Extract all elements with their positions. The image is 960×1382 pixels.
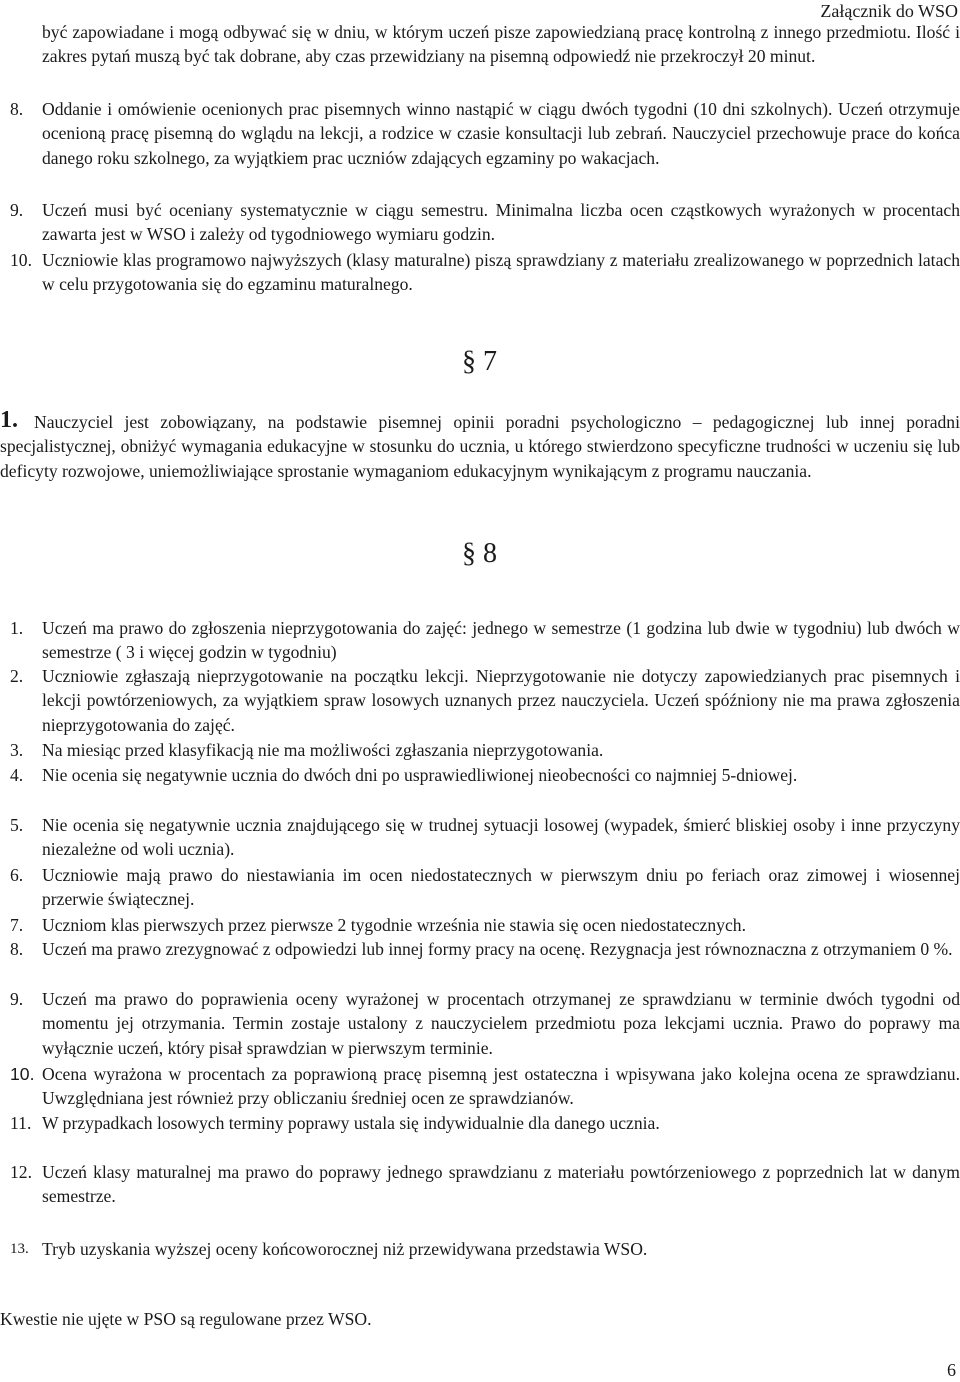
item-number: 6. — [10, 865, 24, 885]
continuation-paragraph: być zapowiadane i mogą odbywać się w dniu, w którym uczeń pisze zapowiedzianą pracę kontrolną z innego przedmiotu. Ilość i zakres pytań muszą być tak dobrane, aby czas przewidziany na pisemną odpowiedź nie przekroczył 20 minut. — [42, 22, 960, 67]
attachment-header: Załącznik do WSO — [820, 1, 958, 21]
list-item — [10, 863, 960, 912]
item-text: Nie ocenia się negatywnie ucznia znajdującego się w trudnej sytuacji losowej (wypadek, śmierć bliskiej osoby i inne przyczyny niezależne od woli ucznia). — [42, 815, 960, 860]
list-item — [10, 738, 960, 762]
section-heading-8: § 8 — [462, 538, 497, 569]
item-text: Nie ocenia się negatywnie ucznia do dwóch dni po usprawiedliwionej nieobecności co najmniej 5-dniowej. — [42, 765, 798, 785]
item-text: Uczniom klas pierwszych przez pierwsze 2 tygodnie września nie stawia się ocen niedostatecznych. — [42, 915, 746, 935]
list-item — [0, 407, 960, 483]
item-text: Oddanie i omówienie ocenionych prac pisemnych winno nastąpić w ciągu dwóch tygodni (10 dni szkolnych). Uczeń otrzymuje ocenioną pracę pisemną do wglądu na lekcji, a rodzice w czasie konsultacji lub zebrań. Nauczyciel przechowuje prace do końca danego roku szkolnego, za wyjątkiem prac uczniów zdających egzaminy po wakacjach. — [42, 99, 960, 168]
item-number: 1. — [10, 618, 24, 638]
item-number: 11. — [10, 1113, 32, 1133]
item-number: 2. — [10, 666, 24, 686]
item-number: 10. — [10, 250, 32, 270]
list-item — [10, 1111, 960, 1135]
list-item — [10, 1237, 960, 1261]
item-text: Uczniowie klas programowo najwyższych (klasy maturalne) piszą sprawdziany z materiału zrealizowanego w poprzednich latach w celu przygotowania się do egzaminu maturalnego. — [42, 250, 960, 295]
item-text: Uczniowie mają prawo do niestawiania im ocen niedostatecznych w pierwszym dniu po feriach oraz zimowej i wiosennej przerwie świątecznej. — [42, 865, 960, 910]
list-item — [10, 987, 960, 1060]
list-item — [10, 763, 960, 787]
list-item — [10, 1062, 960, 1111]
list-item — [10, 937, 960, 961]
item-number: 9. — [10, 200, 24, 220]
item-number: 8. — [10, 99, 24, 119]
item-text: W przypadkach losowych terminy poprawy ustala się indywidualnie dla danego ucznia. — [42, 1113, 660, 1133]
section-heading-7: § 7 — [462, 346, 497, 377]
item-text: Uczeń ma prawo do zgłoszenia nieprzygotowania do zajęć: jednego w semestrze (1 godzina lub dwie w tygodniu) lub dwóch w semestrze ( 3 i więcej godzin w tygodniu) — [42, 618, 960, 663]
list-item — [10, 664, 960, 737]
item-number: 10. — [10, 1064, 35, 1084]
item-number: 4. — [10, 765, 24, 785]
list-item — [10, 813, 960, 862]
page-number: 6 — [947, 1360, 956, 1380]
item-text: Uczniowie zgłaszają nieprzygotowanie na początku lekcji. Nieprzygotowanie nie dotyczy zapowiedzianych prac pisemnych i lekcji powtórzeniowych, za wyjątkiem spraw losowych uznanych przez nauczyciela. Uczeń spóźniony nie ma prawa zgłoszenia nieprzygotowania do zajęć. — [42, 666, 960, 735]
list-item — [10, 616, 960, 665]
item-text: Nauczyciel jest zobowiązany, na podstawie pisemnej opinii poradni psychologiczno – pedagogicznej lub innej poradni specjalistycznej, obniżyć wymagania edukacyjne w stosunku do ucznia, u którego stwierdzono specyficzne trudności w uczeniu się lub deficyty rozwojowe, uniemożliwiające sprostanie wymaganiom edukacyjnym wynikającym z programu nauczania. — [0, 412, 960, 481]
item-number: 1. — [0, 407, 18, 433]
item-text: Tryb uzyskania wyższej oceny końcoworocznej niż przewidywana przedstawia WSO. — [42, 1239, 648, 1259]
item-text: Uczeń ma prawo do poprawienia oceny wyrażonej w procentach otrzymanej ze sprawdzianu w terminie dwóch tygodni od momentu jej otrzymania. Termin zostaje ustalony z nauczycielem przedmiotu poza lekcjami ucznia. Prawo do poprawy ma wyłącznie uczeń, który pisał sprawdzian w pierwszym terminie. — [42, 989, 960, 1058]
item-number: 7. — [10, 915, 24, 935]
item-number: 9. — [10, 989, 24, 1009]
footer-note: Kwestie nie ujęte w PSO są regulowane przez WSO. — [0, 1309, 372, 1329]
item-number: 5. — [10, 815, 24, 835]
list-item — [10, 97, 960, 170]
item-text: Na miesiąc przed klasyfikacją nie ma możliwości zgłaszania nieprzygotowania. — [42, 740, 604, 760]
list-item — [10, 248, 960, 297]
item-number: 8. — [10, 939, 24, 959]
list-item — [10, 1160, 960, 1209]
list-item — [10, 198, 960, 247]
item-text: Uczeń musi być oceniany systematycznie w ciągu semestru. Minimalna liczba ocen cząstkowych wyrażonych w procentach zawarta jest w WSO i zależy od tygodniowego wymiaru godzin. — [42, 200, 960, 245]
item-text: Ocena wyrażona w procentach za poprawioną pracę pisemną jest ostateczna i wpisywana jako kolejna ocena ze sprawdzianu. Uwzględniana jest również przy obliczaniu średniej ocen ze sprawdzianów. — [42, 1064, 960, 1109]
item-number: 13. — [10, 1241, 29, 1257]
item-number: 3. — [10, 740, 24, 760]
item-text: Uczeń klasy maturalnej ma prawo do poprawy jednego sprawdzianu z materiału powtórzeniowego z poprzednich lat w danym semestrze. — [42, 1162, 960, 1207]
item-number: 12. — [10, 1162, 32, 1182]
list-item — [10, 913, 960, 937]
item-text: Uczeń ma prawo zrezygnować z odpowiedzi lub innej formy pracy na ocenę. Rezygnacja jest równoznaczna z otrzymaniem 0 %. — [42, 939, 953, 959]
